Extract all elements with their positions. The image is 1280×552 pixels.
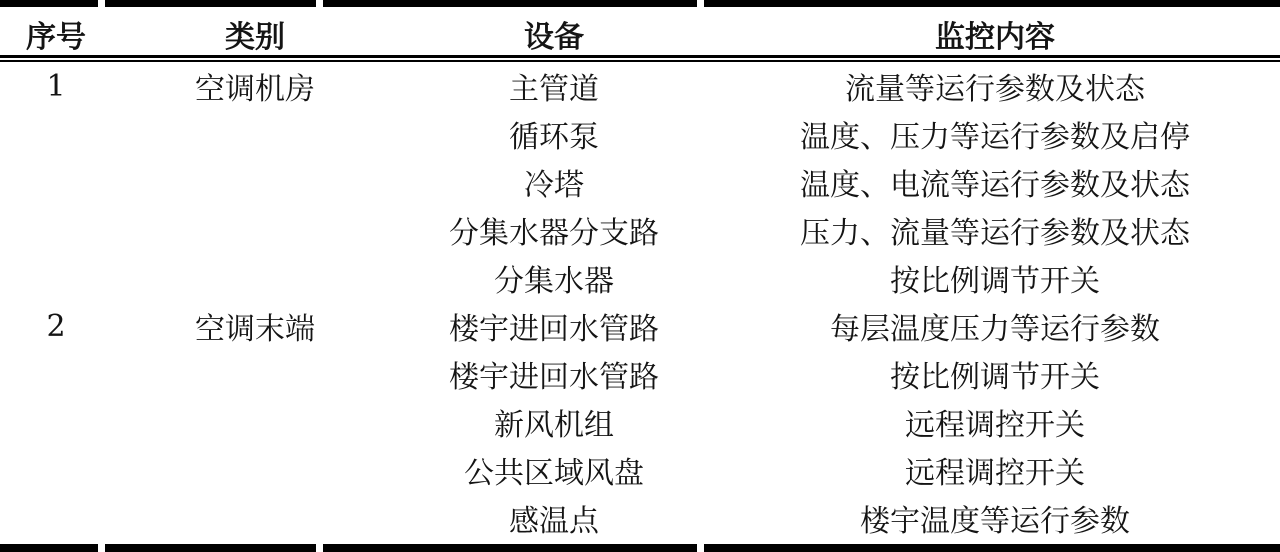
- cell-device: 分集水器分支路: [449, 216, 659, 251]
- table-bottom-rule-segment: [0, 544, 98, 552]
- cell-no: [0, 254, 112, 302]
- cell-content: 压力、流量等运行参数及状态: [800, 216, 1190, 251]
- cell-category: 空调机房: [195, 72, 315, 107]
- cell-category: 空调末端: [195, 312, 315, 347]
- column-header-content: 监控内容: [935, 20, 1055, 55]
- cell-content: 远程调控开关: [905, 456, 1085, 491]
- cell-no: [0, 446, 112, 494]
- cell-content: 温度、电流等运行参数及状态: [800, 168, 1190, 203]
- table-row: [0, 254, 1280, 302]
- cell-device: 楼宇进回水管路: [449, 312, 659, 347]
- table-row: [0, 110, 1280, 158]
- cell-device: 冷塔: [524, 168, 584, 203]
- table-row: [0, 350, 1280, 398]
- table-row: [0, 158, 1280, 206]
- cell-category: [112, 254, 398, 302]
- cell-device: 公共区域风盘: [464, 456, 644, 491]
- table-row: [0, 398, 1280, 446]
- cell-no: 2: [46, 308, 66, 344]
- table-top-rule-segment: [105, 0, 316, 7]
- cell-device: 分集水器: [494, 264, 614, 299]
- header-row: [0, 0, 1280, 62]
- column-header-no: 序号: [26, 20, 86, 55]
- cell-device: 楼宇进回水管路: [449, 360, 659, 395]
- table-body: [0, 62, 1280, 542]
- cell-category: [112, 206, 398, 254]
- cell-no: [0, 110, 112, 158]
- table-row: [0, 494, 1280, 542]
- cell-category: [112, 110, 398, 158]
- cell-content: 远程调控开关: [905, 408, 1085, 443]
- cell-category: [112, 398, 398, 446]
- cell-content: 按比例调节开关: [890, 264, 1100, 299]
- cell-content: 按比例调节开关: [890, 360, 1100, 395]
- cell-category: [112, 494, 398, 542]
- cell-no: [0, 398, 112, 446]
- table-row: [0, 62, 1280, 110]
- cell-device: 循环泵: [509, 120, 599, 155]
- cell-content: 流量等运行参数及状态: [845, 72, 1145, 107]
- column-header-category: 类别: [225, 20, 285, 55]
- header-double-rule: [0, 55, 1280, 62]
- table-row: [0, 206, 1280, 254]
- table-top-rule-segment: [0, 0, 98, 7]
- column-header-device: 设备: [524, 20, 584, 55]
- cell-no: [0, 494, 112, 542]
- cell-category: [112, 158, 398, 206]
- table-row: [0, 302, 1280, 350]
- cell-no: [0, 206, 112, 254]
- cell-content: 每层温度压力等运行参数: [830, 312, 1160, 347]
- cell-no: [0, 350, 112, 398]
- table-bottom-rule-segment: [105, 544, 316, 552]
- table-bottom-rule-segment: [704, 544, 1280, 552]
- cell-category: [112, 446, 398, 494]
- table-row: [0, 446, 1280, 494]
- cell-category: [112, 350, 398, 398]
- cell-no: [0, 158, 112, 206]
- cell-device: 感温点: [509, 504, 599, 539]
- cell-content: 温度、压力等运行参数及启停: [800, 120, 1190, 155]
- cell-no: 1: [46, 68, 66, 104]
- cell-device: 主管道: [509, 72, 599, 107]
- cell-content: 楼宇温度等运行参数: [860, 504, 1130, 539]
- table-top-rule-segment: [323, 0, 697, 7]
- table-top-rule-segment: [704, 0, 1280, 7]
- table-bottom-rule-segment: [323, 544, 697, 552]
- cell-device: 新风机组: [494, 408, 614, 443]
- table-header: [0, 0, 1280, 62]
